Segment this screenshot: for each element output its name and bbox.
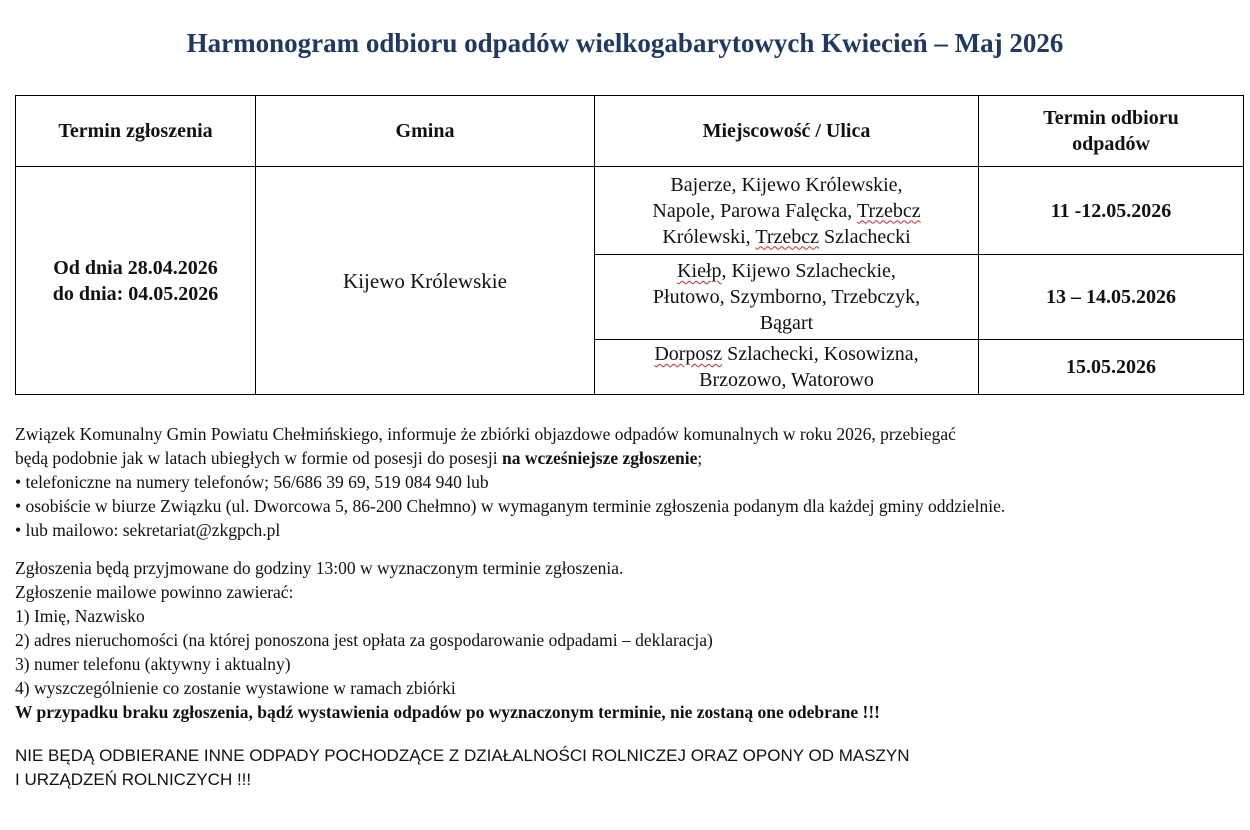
place-line: Bągart: [759, 312, 814, 334]
table-row: [16, 167, 1244, 255]
table-header-row: [16, 96, 1244, 167]
header-miejscowosc: Miejscowość / Ulica: [595, 96, 979, 167]
intro-punct: ;: [697, 448, 703, 468]
period-from: Od dnia 28.04.2026: [53, 256, 218, 279]
caps-notice-line: NIE BĘDĄ ODBIERANE INNE ODPADY POCHODZĄCE Z DZIAŁALNOŚCI ROLNICZEJ ORAZ OPONY OD MASZYN: [15, 746, 910, 765]
header-termin-odbioru-line1: Termin odbioru: [1043, 107, 1179, 129]
intro-emphasis: na wcześniejsze zgłoszenie: [501, 448, 698, 468]
contact-bullet-phone: • telefoniczne na numery telefonów; 56/686 39 69, 519 084 940 lub: [15, 472, 489, 492]
hours-note: Zgłoszenia będą przyjmowane do godziny 13:00 w wyznaczonym terminie zgłoszenia.: [15, 558, 624, 578]
place-name-spellcheck: Trzebcz: [856, 199, 921, 222]
page-title: Harmonogram odbioru odpadów wielkogabarytowych Kwiecień – Maj 2026: [186, 28, 1064, 58]
place-line: , Kijewo Szlacheckie,: [721, 260, 896, 282]
email-requirements-heading: Zgłoszenie mailowe powinno zawierać:: [15, 582, 294, 602]
period-cell: [16, 167, 256, 395]
caps-notice-line: I URZĄDZEŃ ROLNICZYCH !!!: [15, 770, 252, 789]
header-gmina: Gmina: [256, 96, 595, 167]
contact-bullet-office: • osobiście w biurze Związku (ul. Dworcowa 5, 86-200 Chełmno) w wymaganym terminie zgłoszenia podanym dla każdej gminy oddzielnie.: [15, 496, 1006, 516]
place-line: Brzozowo, Watorowo: [699, 369, 874, 391]
header-termin-odbioru: [979, 96, 1244, 167]
place-line: Królewski,: [662, 225, 756, 248]
gmina-cell: Kijewo Królewskie: [256, 167, 595, 395]
place-line: Bajerze, Kijewo Królewskie,: [670, 173, 903, 196]
pickup-date-cell: 13 – 14.05.2026: [979, 255, 1244, 340]
pickup-date-cell: 11 -12.05.2026: [979, 167, 1244, 255]
place-name-spellcheck: Dorposz: [654, 343, 723, 365]
places-cell: [595, 167, 979, 255]
requirement-item: 1) Imię, Nazwisko: [15, 606, 145, 626]
header-termin-odbioru-line2: odpadów: [1072, 133, 1150, 155]
warning-note: [15, 700, 1243, 724]
intro-text: będą podobnie jak w latach ubiegłych w formie od posesji do posesji: [15, 448, 502, 468]
place-line: Szlachecki: [819, 225, 911, 248]
requirement-item: 3) numer telefonu (aktywny i aktualny): [15, 654, 291, 674]
header-termin-zgloszenia: Termin zgłoszenia: [16, 96, 256, 167]
place-name-spellcheck: Trzebcz: [755, 225, 820, 248]
notes-section: [15, 422, 1243, 792]
place-name-spellcheck: Kiełp: [677, 260, 722, 282]
places-cell: [595, 340, 979, 395]
warning-text: W przypadku braku zgłoszenia, bądź wystawienia odpadów po wyznaczonym terminie, nie zostaną one odebrane !!!: [15, 702, 880, 722]
requirement-item: 4) wyszczególnienie co zostanie wystawione w ramach zbiórki: [15, 678, 456, 698]
place-line: Szlachecki, Kosowizna,: [722, 343, 919, 365]
period-to: do dnia: 04.05.2026: [52, 282, 219, 305]
places-cell: [595, 255, 979, 340]
pickup-date-cell: 15.05.2026: [979, 340, 1244, 395]
intro-line: Związek Komunalny Gmin Powiatu Chełmińskiego, informuje że zbiórki objazdowe odpadów komunalnych w roku 2026, przebiegać: [15, 424, 956, 444]
place-line: Napole, Parowa Falęcka,: [652, 199, 857, 222]
intro-line: [15, 446, 1243, 470]
place-line: Płutowo, Szymborno, Trzebczyk,: [652, 286, 921, 308]
contact-bullet-email: • lub mailowo: sekretariat@zkgpch.pl: [15, 520, 281, 540]
schedule-table: [15, 95, 1244, 395]
requirement-item: 2) adres nieruchomości (na której ponoszona jest opłata za gospodarowanie odpadami – deklaracja): [15, 630, 713, 650]
